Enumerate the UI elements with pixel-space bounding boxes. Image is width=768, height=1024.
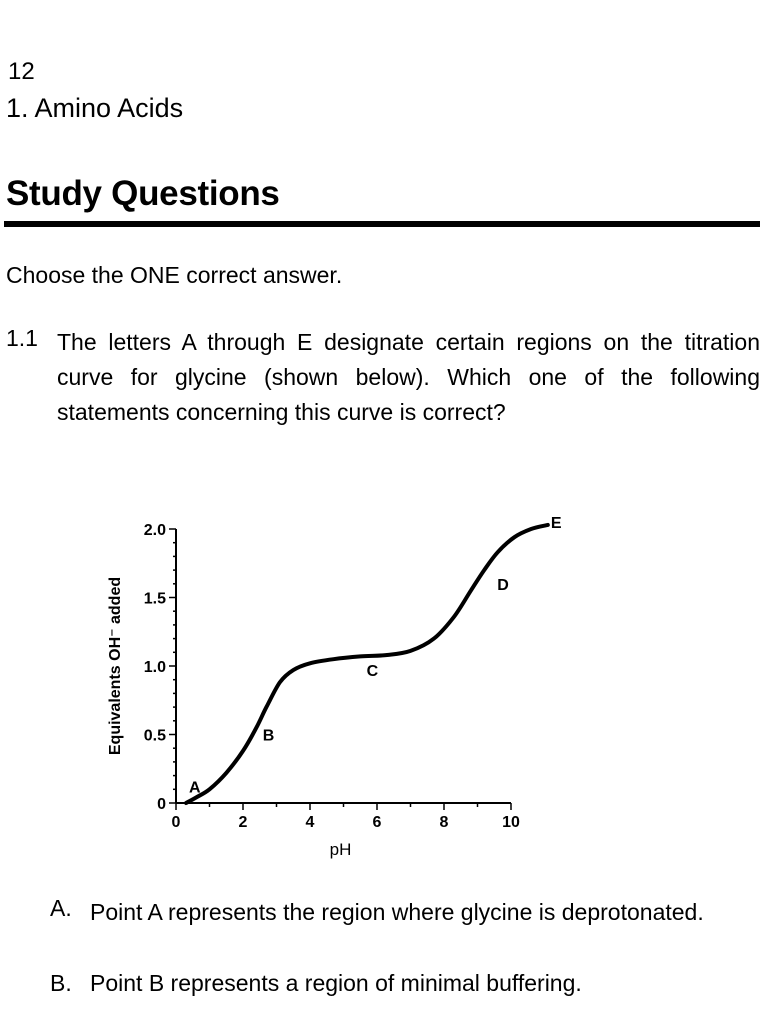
x-tick-label: 2 <box>238 814 248 831</box>
section-heading: Study Questions <box>6 174 280 213</box>
instruction-text: Choose the ONE correct answer. <box>6 262 343 288</box>
point-label-e: E <box>550 515 562 533</box>
page-number: 12 <box>8 58 35 85</box>
option-a-text[interactable]: Point A represents the region where glycine is deprotonated. <box>90 899 704 925</box>
question-number: 1.1 <box>6 325 38 351</box>
y-tick-label: 0 <box>157 796 166 813</box>
point-label-a: A <box>189 779 201 797</box>
point-label-d: D <box>497 576 509 594</box>
x-axis-label: pH <box>329 840 352 859</box>
heading-rule <box>4 221 760 227</box>
question-text: The letters A through E designate certain regions on the titration curve for glycine (shown below). Which one of the following statements concerning this curve is correct? <box>57 329 760 425</box>
y-tick-label: 0.5 <box>143 727 166 745</box>
y-tick-label: 1.5 <box>143 590 166 608</box>
option-b-text[interactable]: Point B represents a region of minimal buffering. <box>90 970 582 996</box>
x-tick-label: 8 <box>439 814 449 831</box>
x-tick-label: 6 <box>372 814 382 831</box>
y-tick-label: 1.0 <box>143 659 166 676</box>
option-b-letter: B. <box>50 970 72 996</box>
chapter-title: 1. Amino Acids <box>6 93 184 123</box>
option-a-letter: A. <box>50 895 72 921</box>
x-tick-label: 0 <box>171 814 181 831</box>
y-tick-label: 2.0 <box>143 522 166 539</box>
point-label-c: C <box>366 663 379 681</box>
x-tick-label: 4 <box>305 814 315 831</box>
titration-chart <box>100 505 570 865</box>
point-label-b: B <box>262 727 275 745</box>
x-tick-label: 10 <box>502 814 520 831</box>
y-axis-label: Equivalents OH⁻ added <box>107 576 124 756</box>
